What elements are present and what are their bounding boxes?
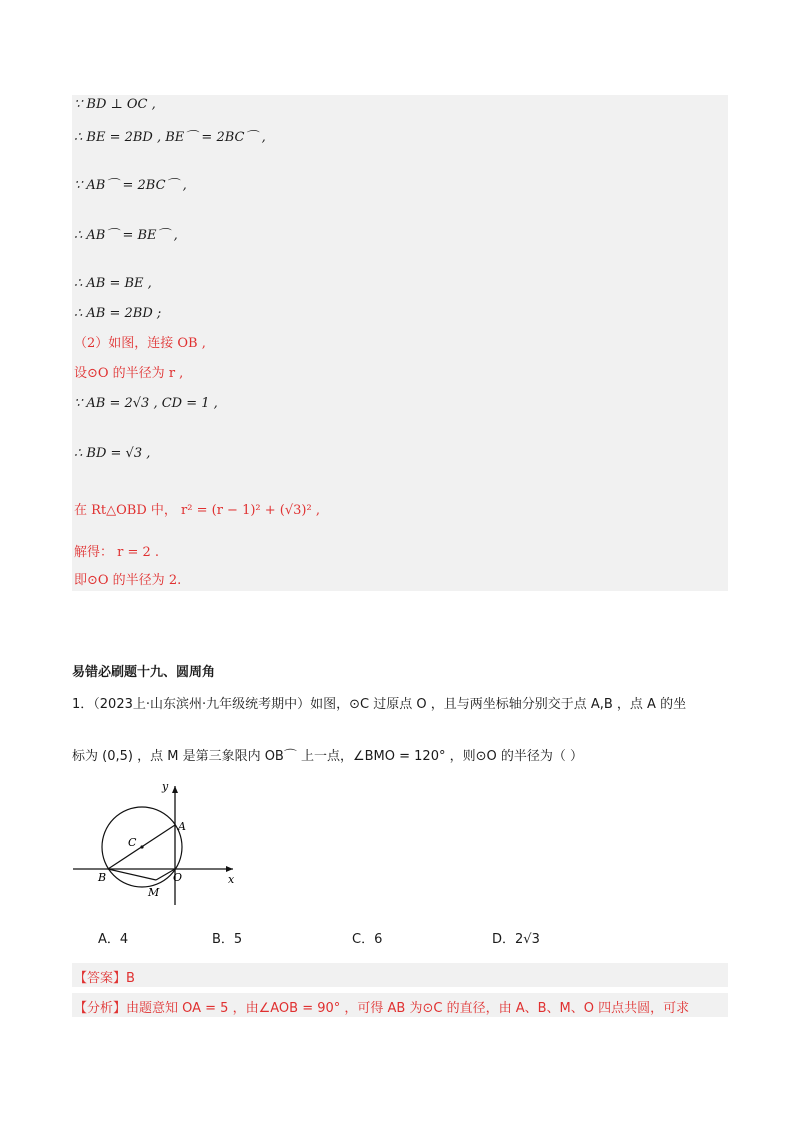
section-title: 易错必刷题十九、圆周角 xyxy=(72,665,216,680)
label-x: x xyxy=(228,873,235,886)
question-line-2: 标为 (0,5) ，点 M 是第三象限内 OB⌒ 上一点，∠BMO = 120° ，则⊙O 的半径为（ ） xyxy=(72,749,583,764)
x-axis-arrow xyxy=(226,866,233,872)
question-line-1: 1．（2023上·山东滨州·九年级统考期中）如图，⊙C 过原点 O ，且与两坐标轴分别交于点 A,B ，点 A 的坐 xyxy=(72,697,687,712)
label-b: B xyxy=(98,871,107,884)
center-point xyxy=(140,845,143,848)
label-a: A xyxy=(178,820,186,833)
solution-line: ∵ AB⌒ = 2BC⌒ , xyxy=(74,178,187,193)
label-c: C xyxy=(128,836,137,849)
option-b[interactable]: B．5 xyxy=(212,932,243,947)
solution-line: 在 Rt△OBD 中， r² = (r − 1)² + (√3)² , xyxy=(74,503,320,518)
y-axis-arrow xyxy=(172,786,178,793)
solution-line: 解得： r = 2 . xyxy=(74,545,160,560)
solution-line: ∴ BD = √3 , xyxy=(74,446,151,461)
label-o: O xyxy=(173,871,183,884)
solution-line: 即⊙O 的半径为 2. xyxy=(74,573,182,588)
solution-line: ∴ AB = 2BD ; xyxy=(74,306,162,321)
solution-line: ∵ AB = 2√3 , CD = 1 , xyxy=(74,396,218,411)
geometry-figure xyxy=(68,780,248,910)
solution-line: 设⊙O 的半径为 r , xyxy=(74,366,184,381)
analysis-text: 【分析】由题意知 OA = 5 ，由∠AOB = 90° ，可得 AB 为⊙C 的直径，由 A、B、M、O 四点共圆，可求 xyxy=(74,1001,690,1016)
answer-box xyxy=(72,963,728,987)
label-y: y xyxy=(162,780,169,793)
solution-line: ∴ AB⌒ = BE⌒ , xyxy=(74,228,178,243)
answer-text: 【答案】B xyxy=(74,971,135,986)
solution-line: ∵ BD ⊥ OC , xyxy=(74,97,156,112)
option-c[interactable]: C．6 xyxy=(352,932,383,947)
option-d[interactable]: D．2√3 xyxy=(492,932,540,947)
segment-bm xyxy=(108,869,156,880)
label-m: M xyxy=(148,886,160,899)
solution-line: ∴ AB = BE , xyxy=(74,276,152,291)
solution-line: ∴ BE = 2BD , BE⌒ = 2BC⌒ , xyxy=(74,130,266,145)
solution-line: （2）如图，连接 OB , xyxy=(74,336,206,351)
option-a[interactable]: A．4 xyxy=(98,932,129,947)
